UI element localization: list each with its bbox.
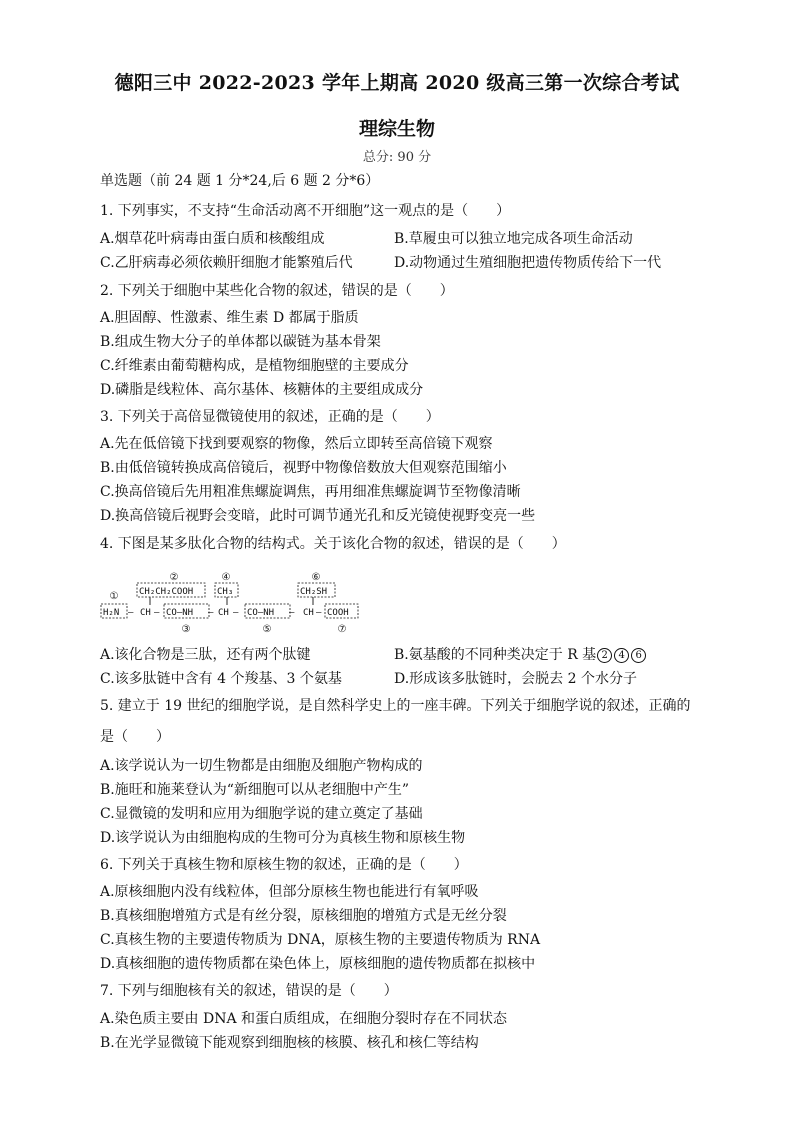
total-score: 总分: 90 分 [362,150,432,165]
alpha-carbon-2: CH [218,608,229,618]
option-a: A.胆固醇、性激素、维生素 D 都属于脂质 [100,310,359,326]
r-group-6: CH₂SH [300,587,328,597]
bond: — [154,608,160,618]
question-2-stem: 2. 下列关于细胞中某些化合物的叙述，错误的是（ ） [100,283,454,299]
option-b: B.真核细胞增殖方式是有丝分裂，原核细胞的增殖方式是无丝分裂 [100,908,507,924]
question-6-stem: 6. 下列关于真核生物和原核生物的叙述，正确的是（ ） [100,857,468,873]
question-5-stem-line-2: 是（ ） [100,729,170,745]
peptide-bond-1: CO—NH [166,608,194,618]
carboxyl-group: COOH [327,608,349,618]
bond: — [128,608,134,618]
amino-group: H₂N [103,608,120,618]
marker-5: ⑤ [262,624,272,635]
marker-6: ⑥ [311,572,321,583]
r-group-2: CH₂CH₂COOH [139,587,194,597]
circle-marker-6: 6 [631,648,646,663]
option-b: B.由低倍镜转换成高倍镜后，视野中物像倍数放大但观察范围缩小 [100,460,507,476]
option-c: C.该多肽链中含有 4 个羧基、3 个氨基 [100,671,342,687]
option-b: B.施旺和施莱登认为“新细胞可以从老细胞中产生” [100,782,410,798]
circle-marker-4: 4 [614,648,629,663]
question-1-row-1 [100,230,700,248]
bond: — [233,608,239,618]
question-7-stem: 7. 下列与细胞核有关的叙述，错误的是（ ） [100,983,398,999]
section-heading: 单选题（前 24 题 1 分*24,后 6 题 2 分*6） [100,173,380,189]
bond: — [316,608,322,618]
question-4-stem: 4. 下图是某多肽化合物的结构式。关于该化合物的叙述，错误的是（ ） [100,536,566,552]
marker-7: ⑦ [337,624,347,635]
alpha-carbon-1: CH [140,608,151,618]
question-1-stem: 1. 下列事实，不支持“生命活动离不开细胞”这一观点的是（ ） [100,203,511,219]
marker-1: ① [109,591,119,602]
alpha-carbon-3: CH [303,608,314,618]
exam-title: 德阳三中 2022-2023 学年上期高 2020 级高三第一次综合考试 [114,72,680,94]
option-c: C.真核生物的主要遗传物质为 DNA，原核生物的主要遗传物质为 RNA [100,932,541,948]
option-b: B.在光学显微镜下能观察到细胞核的核膜、核孔和核仁等结构 [100,1035,479,1051]
option-d: D.动物通过生殖细胞把遗传物质传给下一代 [394,255,662,271]
r-group-4: CH₃ [217,587,234,597]
exam-subtitle: 理综生物 [358,118,435,140]
option-d: D.该学说认为由细胞构成的生物可分为真核生物和原核生物 [100,830,466,846]
option-d: D.形成该多肽链时，会脱去 2 个水分子 [394,671,637,687]
circle-marker-2: 2 [597,648,612,663]
option-c: C.乙肝病毒必须依赖肝细胞才能繁殖后代 [100,255,353,271]
option-d: D.磷脂是线粒体、高尔基体、核糖体的主要组成成分 [100,382,424,398]
option-a: A.烟草花叶病毒由蛋白质和核酸组成 [100,231,325,247]
option-c: C.显微镜的发明和应用为细胞学说的建立奠定了基础 [100,806,423,822]
option-a: A.该化合物是三肽，还有两个肽键 [100,647,311,663]
option-b: B.氨基酸的不同种类决定于 R 基 2 4 6 [394,646,647,664]
question-1-row-2 [100,254,700,272]
option-b: B.草履虫可以独立地完成各项生命活动 [394,231,633,247]
option-b: B.组成生物大分子的单体都以碳链为基本骨架 [100,334,381,350]
marker-2: ② [169,572,179,583]
peptide-structure-formula [100,566,380,636]
marker-4: ④ [221,572,231,583]
option-a: A.染色质主要由 DNA 和蛋白质组成，在细胞分裂时存在不同状态 [100,1011,508,1027]
option-a: A.该学说认为一切生物都是由细胞及细胞产物构成的 [100,758,423,774]
option-a: A.原核细胞内没有线粒体，但部分原核生物也能进行有氧呼吸 [100,884,479,900]
option-c: C.换高倍镜后先用粗准焦螺旋调焦，再用细准焦螺旋调节至物像清晰 [100,484,521,500]
question-5-stem-line-1: 5. 建立于 19 世纪的细胞学说，是自然科学史上的一座丰碑。下列关于细胞学说的叙述，正确的 [100,698,691,714]
marker-3: ③ [181,624,191,635]
peptide-bond-2: CO—NH [247,608,275,618]
question-4-row-2 [100,670,700,688]
bond: — [208,608,214,618]
question-3-stem: 3. 下列关于高倍显微镜使用的叙述，正确的是（ ） [100,409,440,425]
option-c: C.纤维素由葡萄糖构成，是植物细胞壁的主要成分 [100,358,409,374]
question-4-row-1 [100,646,700,664]
option-d: D.真核细胞的遗传物质都在染色体上，原核细胞的遗传物质都在拟核中 [100,956,536,972]
option-a: A.先在低倍镜下找到要观察的物像，然后立即转至高倍镜下观察 [100,436,493,452]
option-d: D.换高倍镜后视野会变暗，此时可调节通光孔和反光镜使视野变亮一些 [100,508,536,524]
bond: — [289,608,295,618]
